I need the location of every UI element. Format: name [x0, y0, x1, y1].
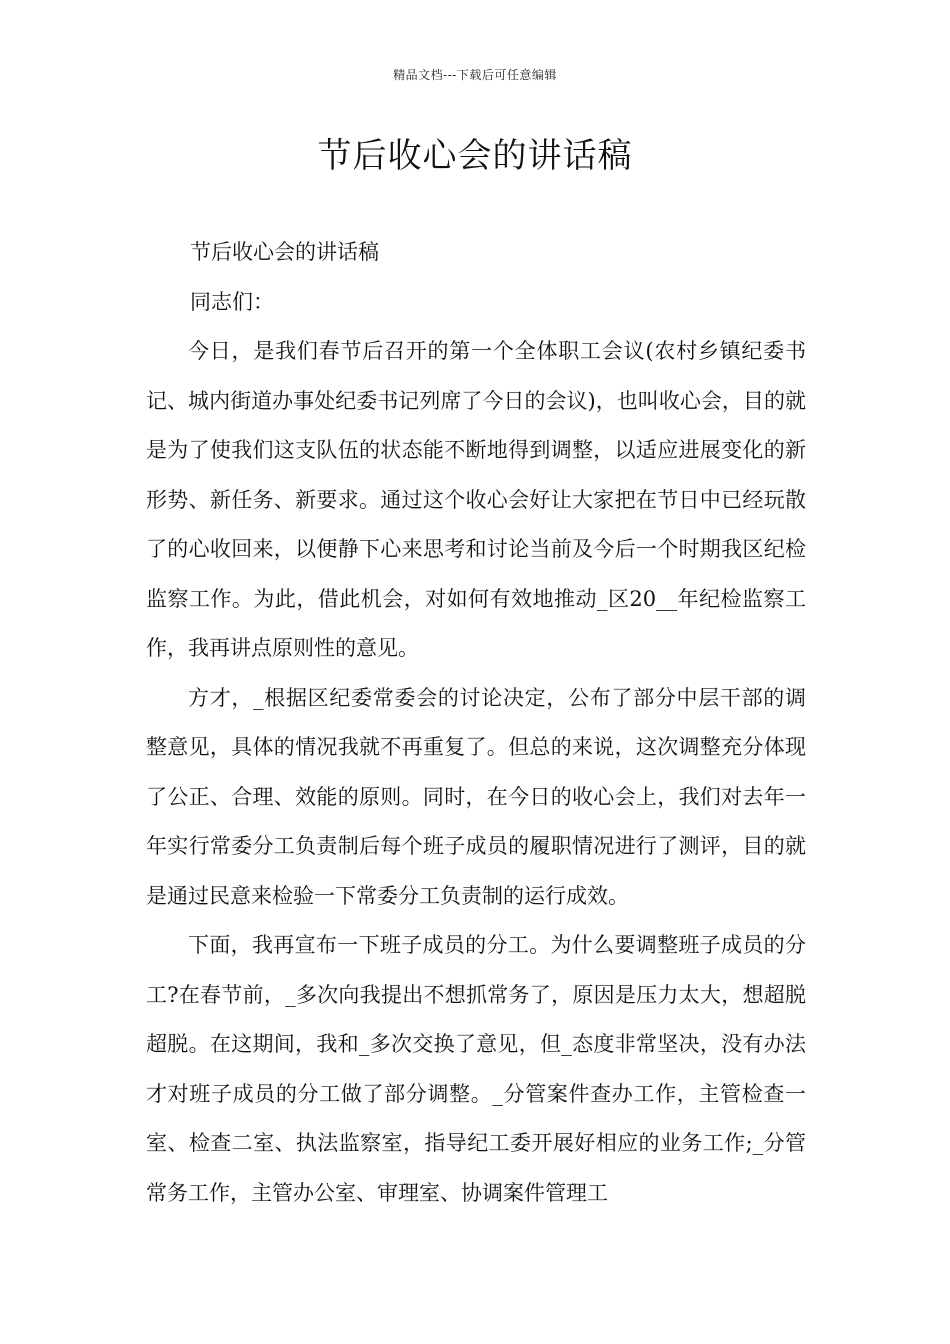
document-subtitle: 节后收心会的讲话稿: [190, 240, 379, 264]
paragraph-1: 今日，是我们春节后召开的第一个全体职工会议(农村乡镇纪委书记、城内街道办事处纪委书记列席了今日的会议)，也叫收心会，目的就是为了使我们这支队伍的状态能不断地得到调整，以适应进展变化的新形势、新任务、新要求。通过这个收心会好让大家把在节日中已经玩散了的心收回来，以便静下心来思考和讨论当前及今后一个时期我区纪检监察工作。为此，借此机会，对如何有效地推动_区20__年纪检监察工作，我再讲点原则性的意见。: [146, 339, 806, 660]
salutation: 同志们：: [190, 289, 274, 314]
page-header: 精品文档---下载后可任意编辑: [393, 68, 557, 82]
paragraph-3: 下面，我再宣布一下班子成员的分工。为什么要调整班子成员的分工?在春节前，_多次向我提出不想抓常务了，原因是压力太大，想超脱超脱。在这期间，我和_多次交换了意见，但_态度非常坚决，没有办法才对班子成员的分工做了部分调整。_分管案件查办工作，主管检查一室、检查二室、执法监察室，指导纪工委开展好相应的业务工作;_分管常务工作，主管办公室、审理室、协调案件管理工: [146, 933, 806, 1205]
paragraph-2: 方才，_根据区纪委常委会的讨论决定，公布了部分中层干部的调整意见，具体的情况我就不再重复了。但总的来说，这次调整充分体现了公正、合理、效能的原则。同时，在今日的收心会上，我们对去年一年实行常委分工负责制后每个班子成员的履职情况进行了测评，目的就是通过民意来检验一下常委分工负责制的运行成效。: [146, 685, 806, 908]
document-body: [146, 228, 806, 1218]
document-title: 节后收心会的讲话稿: [317, 136, 633, 176]
